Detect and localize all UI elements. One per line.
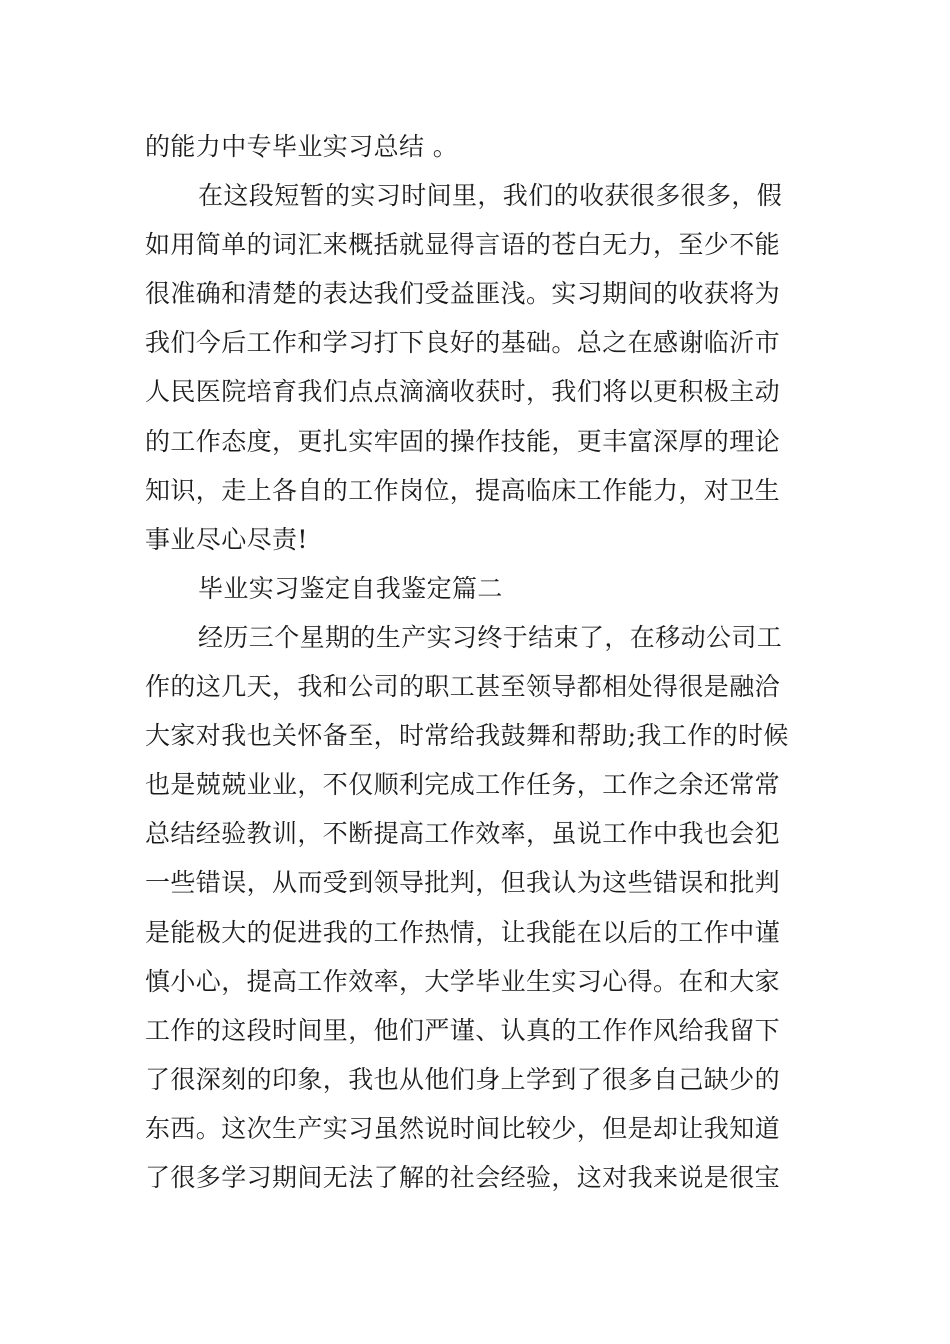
text-line: 我们今后工作和学习打下良好的基础。总之在感谢临沂市 (145, 328, 781, 358)
text-line: 了很深刻的印象，我也从他们身上学到了很多自己缺少的 (145, 1064, 781, 1094)
text-line: 人民医院培育我们点点滴滴收获时，我们将以更积极主动 (145, 377, 781, 407)
text-line: 总结经验教训，不断提高工作效率，虽说工作中我也会犯 (145, 819, 781, 849)
text-line: 经历三个星期的生产实习终于结束了，在移动公司工 (198, 622, 783, 652)
text-line: 的能力中专毕业实习总结 。 (145, 132, 459, 161)
body-text (145, 122, 810, 1202)
text-line: 大家对我也关怀备至，时常给我鼓舞和帮助;我工作的时候 (145, 721, 789, 751)
text-line: 作的这几天，我和公司的职工甚至领导都相处得很是融洽 (145, 672, 781, 702)
text-line: 是能极大的促进我的工作热情，让我能在以后的工作中谨 (145, 917, 781, 947)
section-heading: 毕业实习鉴定自我鉴定篇二 (198, 573, 503, 603)
text-line: 一些错误，从而受到领导批判，但我认为这些错误和批判 (145, 868, 781, 898)
text-line: 也是兢兢业业，不仅顺利完成工作任务，工作之余还常常 (145, 770, 781, 800)
text-line: 事业尽心尽责! (145, 524, 308, 554)
text-line: 东西。这次生产实习虽然说时间比较少，但是却让我知道 (145, 1113, 781, 1143)
text-line: 很准确和清楚的表达我们受益匪浅。实习期间的收获将为 (145, 279, 781, 309)
text-line: 慎小心，提高工作效率，大学毕业生实习心得。在和大家 (145, 966, 781, 996)
text-line: 工作的这段时间里，他们严谨、认真的工作作风给我留下 (145, 1015, 781, 1045)
text-line: 在这段短暂的实习时间里，我们的收获很多很多，假 (198, 181, 783, 211)
text-line: 如用简单的词汇来概括就显得言语的苍白无力，至少不能 (145, 230, 781, 260)
text-line: 的工作态度，更扎实牢固的操作技能，更丰富深厚的理论 (145, 426, 781, 456)
text-line: 了很多学习期间无法了解的社会经验，这对我来说是很宝 (145, 1162, 781, 1192)
text-line: 知识，走上各自的工作岗位，提高临床工作能力，对卫生 (145, 475, 781, 505)
